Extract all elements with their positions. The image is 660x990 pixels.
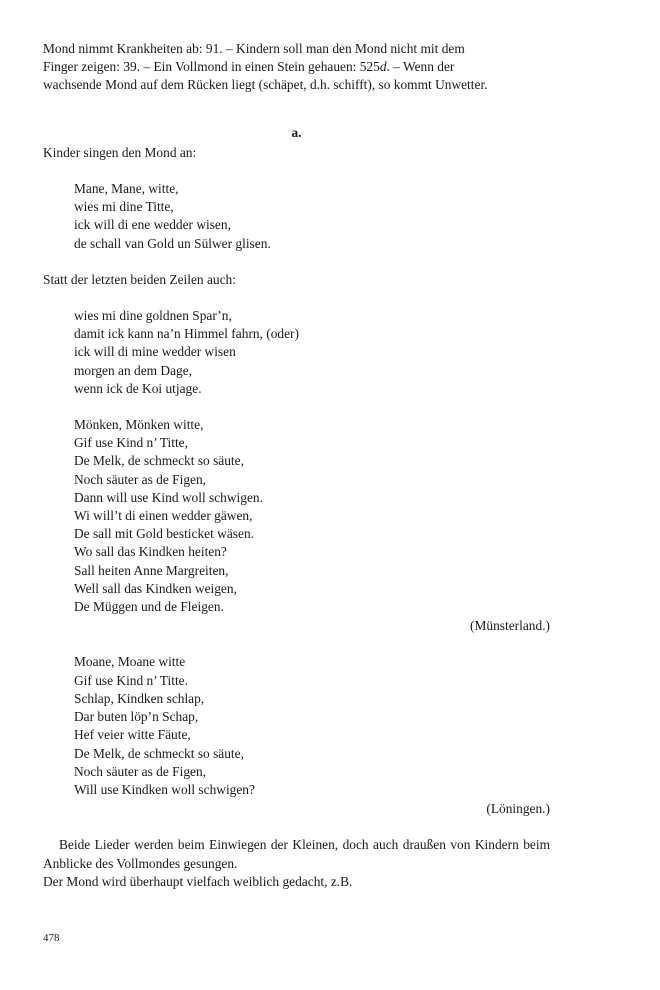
intro-line-3: wachsende Mond auf dem Rücken liegt (schäpet, d.h. schifft), so kommt Unwetter.	[43, 77, 488, 93]
verse-line: damit ick kann na’n Himmel fahrn, (oder)	[74, 326, 299, 342]
intro-paragraph	[43, 40, 550, 95]
verse-line: Moane, Moane witte	[74, 654, 186, 670]
verse-line: wies mi dine Titte,	[74, 199, 174, 215]
verse-line: Well sall das Kindken weigen,	[74, 580, 237, 596]
page-number: 478	[43, 932, 60, 944]
intro-line-1: Mond nimmt Krankheiten ab: 91. – Kindern soll man den Mond nicht mit dem	[43, 41, 465, 56]
verse-line: wies mi dine goldnen Spar’n,	[74, 308, 232, 324]
verse-line: ick will di ene wedder wisen,	[74, 217, 231, 233]
verse-line: wenn ick de Koi utjage.	[74, 380, 202, 396]
verse-line: Dar buten löp’n Schap,	[74, 709, 199, 725]
closing-line: Der Mond wird überhaupt vielfach weiblich gedacht, z.B.	[43, 873, 353, 889]
verse-2	[43, 307, 550, 398]
verse-line: Gif use Kind n’ Titte,	[74, 435, 188, 451]
verse-line: Hef veier witte Fäute,	[74, 727, 191, 743]
verse-line: De Melk, de schmeckt so säute,	[74, 453, 244, 469]
verse-line: De sall mit Gold besticket wäsen.	[74, 526, 254, 542]
verse-line: Wo sall das Kindken heiten?	[74, 544, 227, 560]
verse-line: ick will di mine wedder wisen	[74, 344, 236, 360]
intro-line-2-italic: d	[379, 59, 387, 75]
verse-line: Schlap, Kindken schlap,	[74, 690, 205, 706]
intro-line-2	[43, 59, 454, 74]
section-heading: a.	[291, 124, 302, 140]
verse-line: Will use Kindken woll schwigen?	[74, 781, 255, 797]
verse-line: Noch säuter as de Figen,	[74, 763, 207, 779]
intro-line-2-start: Finger zeigen: 39. – Ein Vollmond in einen Stein gehauen: 525	[43, 59, 380, 75]
page-body	[43, 40, 550, 891]
verse-line: Mönken, Mönken witte,	[74, 417, 204, 433]
lead-in-text: Kinder singen den Mond an:	[43, 144, 197, 160]
verse-3	[43, 416, 550, 616]
verse-line: Wi will’t di einen wedder gäwen,	[74, 508, 253, 524]
verse-line: Gif use Kind n’ Titte.	[74, 672, 188, 688]
intro-line-2-end: . – Wenn der	[386, 59, 455, 75]
alternative-note: Statt der letzten beiden Zeilen auch:	[43, 271, 236, 287]
closing-paragraph: Beide Lieder werden beim Einwiegen der Kleinen, doch auch draußen von Kindern beim Anblicke des Vollmondes gesungen.	[43, 837, 550, 871]
verse-line: Noch säuter as de Figen,	[74, 471, 207, 487]
verse-4	[43, 653, 550, 799]
verse-line: Sall heiten Anne Margreiten,	[74, 562, 229, 578]
place-attribution-loeningen: (Löningen.)	[486, 801, 550, 817]
verse-line: Dann will use Kind woll schwigen.	[74, 489, 263, 505]
verse-line: de schall van Gold un Sülwer glisen.	[74, 235, 271, 251]
place-attribution-muensterland: (Münsterland.)	[470, 618, 550, 634]
verse-line: De Müggen und de Fleigen.	[74, 599, 224, 615]
verse-line: morgen an dem Dage,	[74, 362, 192, 378]
verse-line: Mane, Mane, witte,	[74, 181, 179, 197]
verse-line: De Melk, de schmeckt so säute,	[74, 745, 244, 761]
verse-1	[43, 180, 550, 253]
